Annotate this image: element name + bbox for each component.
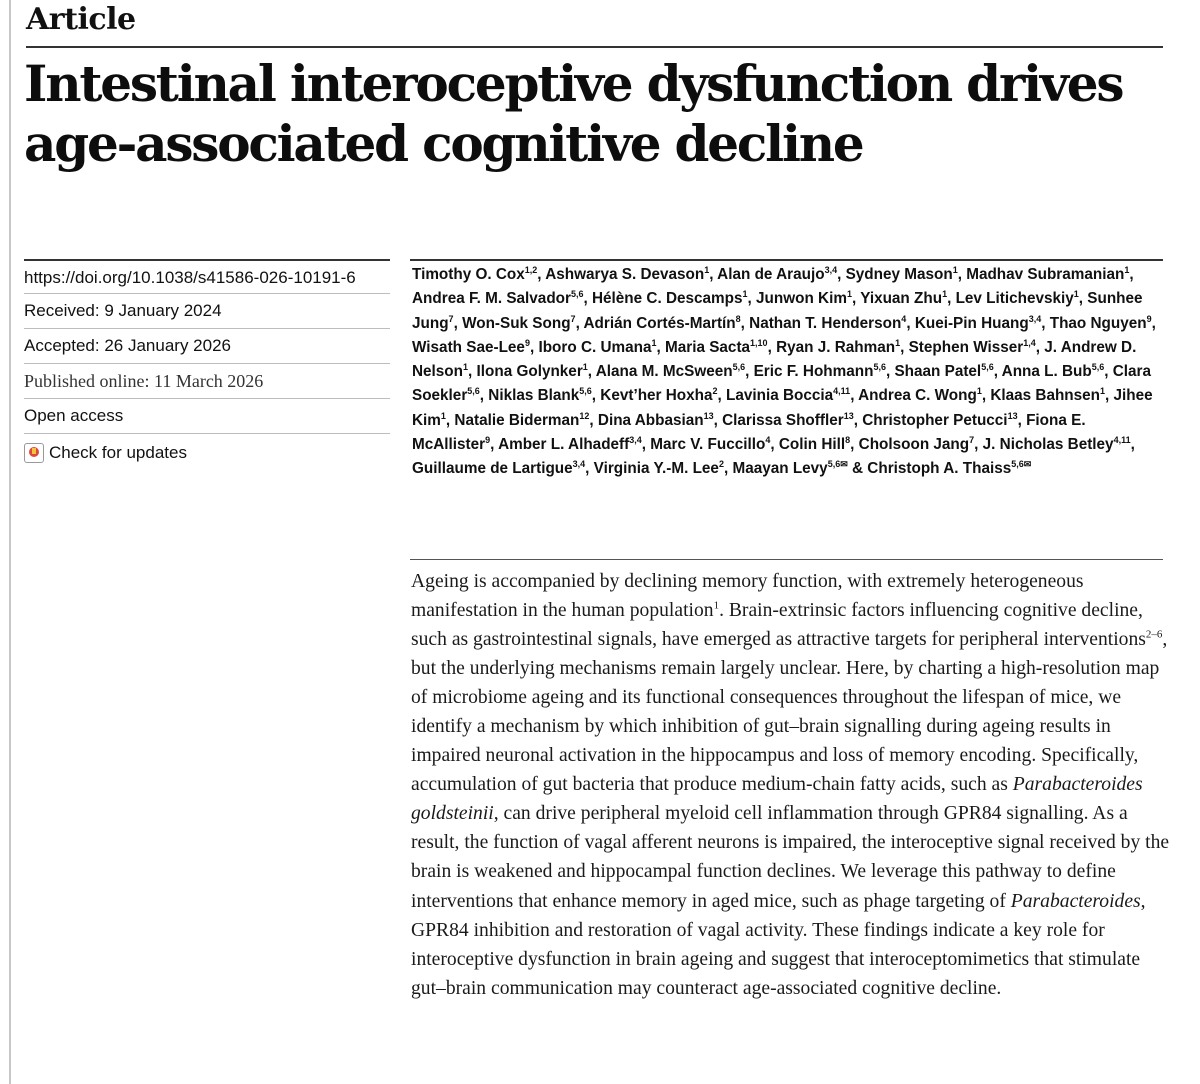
author-name[interactable]: Kuei-Pin Huang bbox=[914, 314, 1029, 332]
author-affiliation: 4 bbox=[765, 434, 771, 445]
author-name[interactable]: Madhav Subramanian bbox=[966, 266, 1125, 283]
author-affiliation: 8 bbox=[845, 434, 851, 445]
author-name[interactable]: Marc V. Fuccillo bbox=[650, 436, 766, 454]
author-name[interactable]: Andrea C. Wong bbox=[858, 387, 977, 405]
paper-title: Intestinal interoceptive dysfunction drives age-associated cognitive decline bbox=[24, 54, 1123, 173]
author-name[interactable]: Amber L. Alhadeff bbox=[498, 436, 630, 454]
species-name: Parabacteroides bbox=[1010, 890, 1141, 912]
author-affiliation: 5,6 bbox=[570, 289, 584, 300]
author-affiliation: 1 bbox=[846, 289, 852, 300]
received-date: Received: 9 January 2024 bbox=[24, 294, 390, 329]
author-affiliation: 3,4 bbox=[572, 459, 586, 470]
published-date: Published online: 11 March 2026 bbox=[24, 364, 390, 399]
author-affiliation: 7 bbox=[448, 313, 454, 324]
author-name[interactable]: Alana M. McSween bbox=[595, 363, 733, 381]
authors-divider bbox=[410, 259, 1163, 261]
open-access-label: Open access bbox=[24, 399, 390, 434]
author-name[interactable]: Sydney Mason bbox=[845, 266, 953, 283]
abstract-text: , GPR84 inhibition and restoration of vagal activity. These findings indicate a key role for interoceptive dysfunction in brain ageing and suggest that interoceptomimetics that stimulate gut–brain communication may counteract age-associated cognitive decline. bbox=[411, 890, 1146, 999]
author-affiliation: 5,6 bbox=[1091, 362, 1105, 373]
author-affiliation: 1 bbox=[742, 289, 748, 300]
author-affiliation: 5,6 bbox=[732, 362, 746, 373]
author-name[interactable]: Eric F. Hohmann bbox=[753, 363, 874, 381]
abstract-text: , can drive peripheral myeloid cell inflammation through GPR84 signalling. As a result, the function of vagal afferent neurons is impaired, the interoceptive signal received by the brain is weakened and hippocampal function declines. We leverage this pathway to define interventions that enhance memory in aged mice, such as phage targeting of bbox=[411, 803, 1170, 912]
author-name[interactable]: Christopher Petucci bbox=[862, 411, 1008, 429]
author-affiliation: 5,6✉ bbox=[827, 459, 848, 470]
author-name[interactable]: Thao Nguyen bbox=[1049, 314, 1147, 332]
author-name[interactable]: Cholsoon Jang bbox=[858, 436, 970, 454]
author-affiliation: 1 bbox=[1100, 386, 1106, 397]
author-affiliation: 9 bbox=[1146, 313, 1152, 324]
abstract-text: . Brain-extrinsic factors influencing cognitive decline, such as gastrointestinal signals, have emerged as attractive targets for peripheral interventions bbox=[411, 600, 1146, 651]
author-name[interactable]: Maayan Levy bbox=[732, 460, 828, 478]
author-affiliation: 9 bbox=[485, 434, 491, 445]
author-affiliation: 1 bbox=[582, 362, 588, 373]
author-affiliation: 7 bbox=[570, 313, 576, 324]
author-name[interactable]: Ryan J. Rahman bbox=[776, 338, 896, 356]
author-name[interactable]: Hélène C. Descamps bbox=[591, 290, 743, 308]
abstract-divider bbox=[410, 559, 1163, 560]
author-affiliation: 13 bbox=[703, 410, 714, 421]
author-name[interactable]: Adrián Cortés-Martín bbox=[583, 314, 736, 332]
author-name[interactable]: Ashwarya S. Devason bbox=[545, 266, 705, 283]
header-divider bbox=[26, 46, 1163, 48]
author-name[interactable]: Niklas Blank bbox=[488, 387, 580, 405]
author-name[interactable]: Won-Suk Song bbox=[462, 314, 571, 332]
author-affiliation: 3,4 bbox=[1028, 313, 1042, 324]
author-affiliation: 1,2 bbox=[524, 264, 538, 275]
species-name: Parabacteroides goldsteinii bbox=[411, 774, 1143, 825]
article-meta-panel bbox=[24, 259, 390, 469]
accepted-date: Accepted: 26 January 2026 bbox=[24, 329, 390, 364]
author-name[interactable]: Alan de Araujo bbox=[717, 266, 825, 283]
author-name[interactable]: Shaan Patel bbox=[894, 363, 982, 381]
author-affiliation: 1 bbox=[651, 337, 657, 348]
author-affiliation: 8 bbox=[735, 313, 741, 324]
author-name[interactable]: Andrea F. M. Salvador bbox=[412, 290, 571, 308]
author-name[interactable]: Iboro C. Umana bbox=[538, 338, 652, 356]
crossmark-icon bbox=[24, 443, 44, 463]
check-for-updates-label: Check for updates bbox=[49, 442, 187, 462]
author-affiliation: 2 bbox=[712, 386, 718, 397]
citation-ref[interactable]: 1 bbox=[713, 599, 720, 612]
author-affiliation: 1 bbox=[463, 362, 469, 373]
author-affiliation: 7 bbox=[969, 434, 975, 445]
author-name[interactable]: Stephen Wisser bbox=[908, 338, 1024, 356]
author-list: Timothy O. Cox$^{1,2}$, Ashwarya S. Devason$^1$, Alan de Araujo$^{3,4}$, Sydney Mason$^1$, Madhav Subramanian$^1$, Andrea F. M. Salvador$^{5,6}$, Hélène C. Descamps$^1$, Junwon Kim$^1$, Yixuan Zhu$^1$, Lev Litichevskiy$^1$, Sunhee Jung$^7$, Won-Suk Song$^7$, Adrián Cortés-Martín$^8$, Nathan T. Henderson$^4$, Kuei-Pin Huang$^{3,4}$, Thao Nguyen$^9$, Wisath Sae-Lee$^9$, Iboro C. Umana$^1$, Maria Sacta$^{1,10}$, Ryan J. Rahman$^1$, Stephen Wisser$^{1,4}$, J. Andrew D. Nelson$^1$, Ilona Golynker$^1$, Alana M. McSween$^{5,6}$, Eric F. Hohmann$^{5,6}$, Shaan Patel$^{5,6}$, Anna L. Bub$^{5,6}$, Clara Soekler$^{5,6}$, Niklas Blank$^{5,6}$, Kevt’her Hoxha$^2$, Lavinia Boccia$^{4,11}$, Andrea C. Wong$^1$, Klaas Bahnsen$^1$, Jihee Kim$^1$, Natalie Biderman$^{12}$, Dina Abbasian$^{13}$, Clarissa Shoffler$^{13}$, Christopher Petucci$^{13}$, Fiona E. McAllister$^9$, Amber L. Alhadeff$^{3,4}$, Marc V. Fuccillo$^4$, Colin Hill$^8$, Cholsoon Jang$^7$, J. Nicholas Betley$^{4,11}$, Guillaume de Lartigue$^{3,4}$, Virginia Y.-M. Lee$^2$, Maayan Levy$^{5,6✉}$ & Christoph A. Thaiss$^{5,6✉}$ bbox=[412, 264, 1156, 478]
author-affiliation: 3,4 bbox=[824, 264, 838, 275]
author-name[interactable]: Anna L. Bub bbox=[1001, 363, 1092, 381]
author-affiliation: 1 bbox=[704, 264, 710, 275]
author-affiliation: 3,4 bbox=[629, 434, 642, 445]
author-affiliation: 1 bbox=[1124, 264, 1130, 275]
author-name[interactable]: J. Nicholas Betley bbox=[982, 436, 1114, 454]
author-affiliation: 4 bbox=[901, 313, 907, 324]
author-affiliation: 1 bbox=[942, 289, 948, 300]
article-type-label: Article bbox=[26, 2, 136, 37]
author-name[interactable]: Lev Litichevskiy bbox=[955, 290, 1074, 308]
author-name[interactable]: Nathan T. Henderson bbox=[749, 314, 902, 332]
author-affiliation: 1 bbox=[1073, 289, 1079, 300]
check-for-updates-button[interactable] bbox=[24, 434, 390, 469]
author-name[interactable]: Clara Soekler bbox=[412, 363, 1151, 405]
author-name[interactable]: Timothy O. Cox bbox=[412, 266, 525, 283]
author-name[interactable]: Christoph A. Thaiss bbox=[867, 460, 1012, 478]
author-name[interactable]: Natalie Biderman bbox=[454, 411, 580, 429]
author-affiliation: 1 bbox=[952, 264, 958, 275]
author-affiliation: 5,6 bbox=[467, 386, 480, 397]
author-name[interactable]: Klaas Bahnsen bbox=[990, 387, 1101, 405]
author-name[interactable]: Kevt’her Hoxha bbox=[600, 387, 713, 405]
author-affiliation: 1 bbox=[440, 410, 446, 421]
author-name[interactable]: Sunhee Jung bbox=[412, 290, 1143, 332]
author-name[interactable]: Wisath Sae-Lee bbox=[412, 338, 525, 356]
author-name[interactable]: Guillaume de Lartigue bbox=[412, 460, 573, 478]
author-affiliation: 1,10 bbox=[750, 337, 768, 348]
author-affiliation: 12 bbox=[579, 410, 590, 421]
author-name[interactable]: Ilona Golynker bbox=[476, 363, 583, 381]
author-name[interactable]: Fiona E. McAllister bbox=[412, 411, 1086, 454]
author-name[interactable]: Dina Abbasian bbox=[597, 411, 704, 429]
author-name[interactable]: Clarissa Shoffler bbox=[722, 411, 844, 429]
author-affiliation: 5,6✉ bbox=[1011, 459, 1032, 470]
margin-rule bbox=[9, 0, 11, 1084]
abstract-text: Ageing is accompanied by declining memory function, with extremely heterogeneous manifestation in the human population bbox=[411, 571, 1084, 622]
citation-ref[interactable]: 2–6 bbox=[1145, 628, 1163, 641]
author-name[interactable]: Lavinia Boccia bbox=[726, 387, 834, 405]
author-name[interactable]: Virginia Y.-M. Lee bbox=[593, 460, 719, 478]
author-affiliation: 1 bbox=[895, 337, 901, 348]
author-name[interactable]: Jihee Kim bbox=[412, 387, 1153, 429]
author-affiliation: 5,6 bbox=[579, 386, 592, 397]
doi-link[interactable]: https://doi.org/10.1038/s41586-026-10191-6 bbox=[24, 259, 390, 294]
author-name[interactable]: Colin Hill bbox=[778, 436, 846, 454]
abstract-text: , but the underlying mechanisms remain largely unclear. Here, by charting a high-resolution map of microbiome ageing and its functional consequences throughout the lifespan of mice, we identify a mechanism by which inhibition of gut–brain signalling during ageing results in impaired neuronal activation in the hippocampus and loss of memory encoding. Specifically, accumulation of gut bacteria that produce medium-chain fatty acids, such as bbox=[411, 629, 1168, 796]
author-affiliation: 2 bbox=[718, 459, 724, 470]
author-affiliation: 1,4 bbox=[1023, 337, 1036, 348]
author-name[interactable]: Maria Sacta bbox=[665, 338, 751, 356]
author-affiliation: 4,11 bbox=[1113, 434, 1131, 445]
author-affiliation: 13 bbox=[843, 410, 854, 421]
author-name[interactable]: Yixuan Zhu bbox=[860, 290, 943, 308]
author-affiliation: 1 bbox=[976, 386, 982, 397]
author-affiliation: 9 bbox=[524, 337, 530, 348]
author-name[interactable]: J. Andrew D. Nelson bbox=[412, 338, 1137, 381]
author-name[interactable]: Junwon Kim bbox=[756, 290, 847, 308]
author-affiliation: 13 bbox=[1007, 410, 1018, 421]
abstract bbox=[411, 567, 1171, 1003]
author-affiliation: 5,6 bbox=[981, 362, 994, 373]
author-affiliation: 4,11 bbox=[833, 386, 851, 397]
author-affiliation: 5,6 bbox=[873, 362, 886, 373]
